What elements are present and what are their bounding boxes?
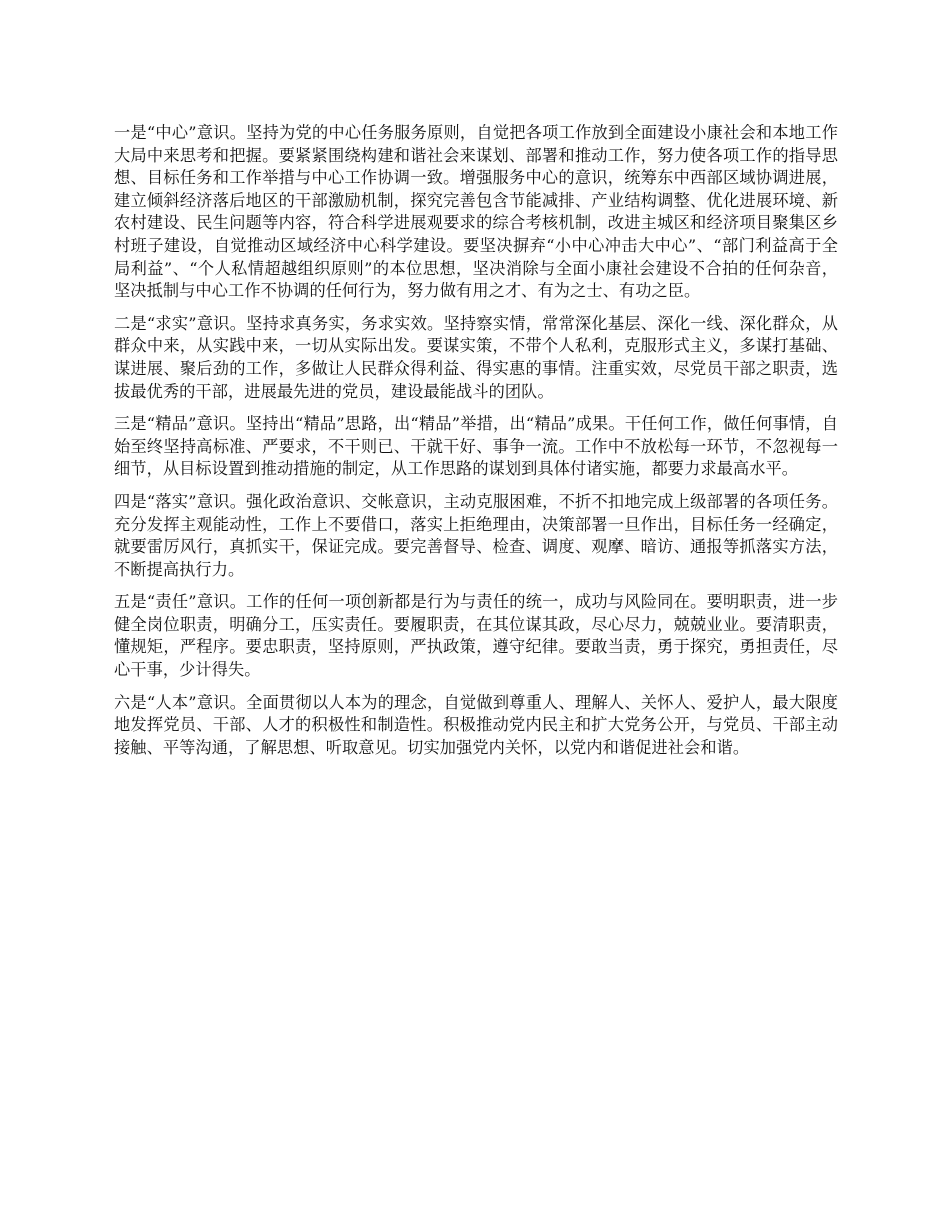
paragraph-zeren: 五是“责任”意识。工作的任何一项创新都是行为与责任的统一，成功与风险同在。要明职责，进一步健全岗位职责，明确分工，压实责任。要履职责，在其位谋其政，尽心尽力，兢兢业业。要清职责，懂规矩，严程序。要忠职责，坚持原则，严执政策，遵守纪律。要敢当责，勇于探究，勇担责任，尽心干事，少计得失。 (114, 592, 838, 680)
paragraph-zhongxin: 一是“中心”意识。坚持为党的中心任务服务原则，自觉把各项工作放到全面建设小康社会和本地工作大局中来思考和把握。要紧紧围绕构建和谐社会来谋划、部署和推动工作，努力使各项工作的指导思想、目标任务和工作举措与中心工作协调一致。增强服务中心的意识，统筹东中西部区域协调进展，建立倾斜经济落后地区的干部激励机制，探究完善包含节能减排、产业结构调整、优化进展环境、新农村建设、民生问题等内容，符合科学进展观要求的综合考核机制，改进主城区和经济项目聚集区乡村班子建设，自觉推动区域经济中心科学建设。要坚决摒弃“小中心冲击大中心”、“部门利益高于全局利益”、“个人私情超越组织原则”的本位思想，坚决消除与全面小康社会建设不合拍的任何杂音，坚决抵制与中心工作不协调的任何行为，努力做有用之才、有为之士、有功之臣。 (114, 123, 838, 301)
paragraph-qiushi: 二是“求实”意识。坚持求真务实，务求实效。坚持察实情，常常深化基层、深化一线、深化群众，从群众中来，从实践中来，一切从实际出发。要谋实策，不带个人私利，克服形式主义，多谋打基础、谋进展、聚后劲的工作，多做让人民群众得利益、得实惠的事情。注重实效，尽党员干部之职责，选拔最优秀的干部，进展最先进的党员，建设最能战斗的团队。 (114, 313, 838, 401)
document-body (114, 122, 838, 769)
paragraph-luoshi: 四是“落实”意识。强化政治意识、交帐意识，主动克服困难，不折不扣地完成上级部署的各项任务。充分发挥主观能动性，工作上不要借口，落实上拒绝理由，决策部署一旦作出，目标任务一经确定，就要雷厉风行，真抓实干，保证完成。要完善督导、检查、调度、观摩、暗访、通报等抓落实方法，不断提高执行力。 (114, 491, 838, 579)
paragraph-jingpin: 三是“精品”意识。坚持出“精品”思路，出“精品”举措，出“精品”成果。干任何工作，做任何事情，自始至终坚持高标准、严要求，不干则已、干就干好、事争一流。工作中不放松每一环节，不忽视每一细节，从目标设置到推动措施的制定，从工作思路的谋划到具体付诸实施，都要力求最高水平。 (114, 414, 838, 479)
paragraph-renben: 六是“人本”意识。全面贯彻以人本为的理念，自觉做到尊重人、理解人、关怀人、爱护人，最大限度地发挥党员、干部、人才的积极性和制造性。积极推动党内民主和扩大党务公开，与党员、干部主动接触、平等沟通，了解思想、听取意见。切实加强党内关怀，以党内和谐促进社会和谐。 (114, 692, 838, 757)
